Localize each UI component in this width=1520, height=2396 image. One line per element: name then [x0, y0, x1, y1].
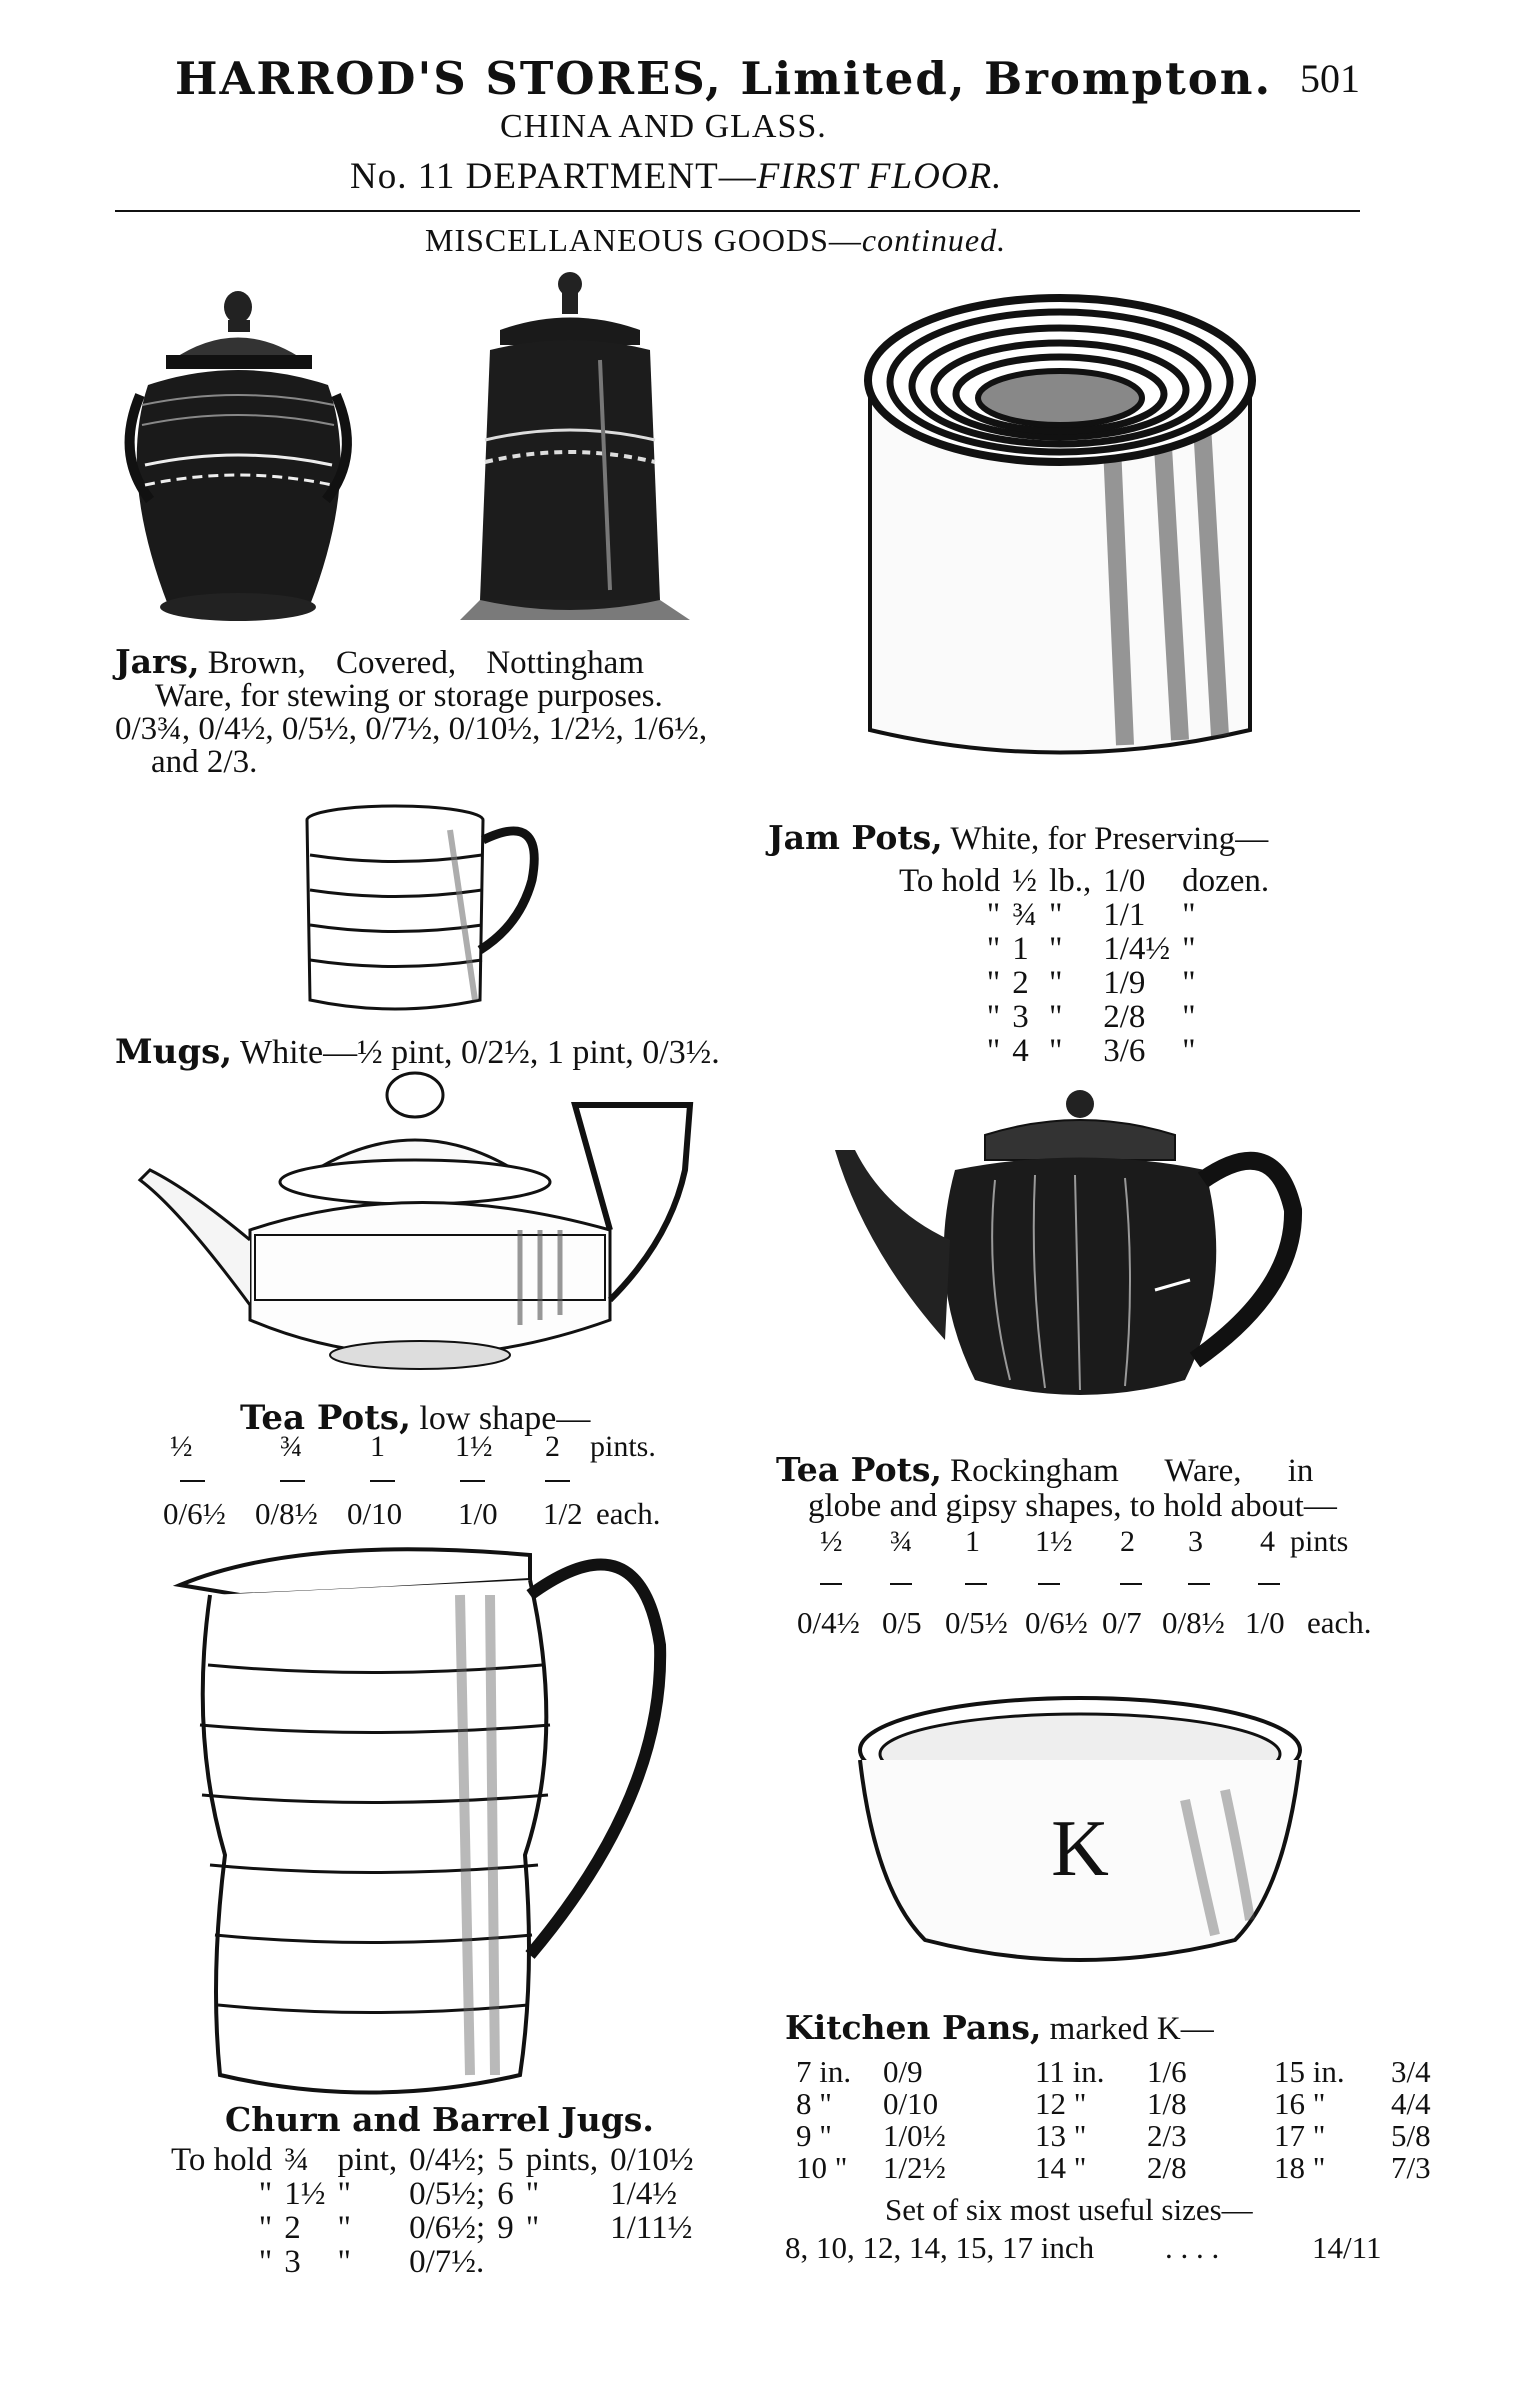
table-row: " ¾ " 1/1 " [986, 897, 1196, 933]
table-row: 7 in. 0/9 11 in. 1/6 15 in. 3/4 [796, 2054, 1431, 2089]
price-label: 0/8½ [255, 1496, 318, 1531]
table-row: " 1 " 1/4½ " [986, 931, 1196, 967]
table-row: " 2 " 0/6½; 9 " 1/11½ [258, 2210, 693, 2246]
jars-last-price: and 2/3. [151, 744, 258, 780]
size-unit: pints. [590, 1430, 656, 1463]
table-row: " 3 " 0/7½. [258, 2244, 485, 2280]
section-title: CHINA AND GLASS. [500, 108, 827, 145]
mug-icon [300, 800, 550, 1020]
size-label: 1½ [1035, 1525, 1073, 1558]
kitchen-pans-set-line: Set of six most useful sizes— [885, 2192, 1253, 2227]
mugs-prices: White—½ pint, 0/2½, 1 pint, 0/3½. [240, 1034, 720, 1071]
size-unit: pints [1290, 1525, 1349, 1558]
department-line [350, 155, 1002, 198]
storage-jar-icon [460, 270, 700, 640]
page-number: 501 [1300, 56, 1360, 101]
size-label: 2 [545, 1430, 560, 1463]
table-row: " 2 " 1/9 " [986, 965, 1196, 1001]
price-unit: each. [596, 1496, 661, 1531]
nested-jam-pots-icon [860, 290, 1260, 780]
jars-description [115, 642, 708, 780]
teapots-rockingham-description [776, 1452, 1337, 1524]
teapots-low-name: Tea Pots, [240, 1398, 411, 1438]
kitchen-pans-set-sizes: 8, 10, 12, 14, 15, 17 inch [785, 2230, 1095, 2265]
price-label: 0/6½ [163, 1496, 226, 1531]
size-label: ½ [820, 1525, 843, 1558]
table-row: 9 " 1/0½ 13 " 2/3 17 " 5/8 [796, 2118, 1431, 2153]
jam-pots-name: Jam Pots, [768, 818, 943, 857]
price-label: 0/4½ [797, 1605, 860, 1640]
jam-pots-price-table [893, 864, 1275, 1068]
jars-line1: Brown, Covered, Nottingham [207, 645, 644, 681]
kitchen-pans-set-dots: . . . . [1165, 2230, 1220, 2265]
price-label: 1/0 [458, 1496, 498, 1531]
jars-name: Jars, [115, 642, 200, 681]
covered-jar-icon [110, 285, 370, 635]
size-label: 1 [370, 1430, 385, 1463]
jars-prices: 0/3¾, 0/4½, 0/5½, 0/7½, 0/10½, 1/2½, 1/6½, [115, 711, 708, 747]
price-label: 0/10 [347, 1496, 403, 1531]
price-label: 1/2 [543, 1496, 583, 1531]
table-row: " 1½ " 0/5½; 6 " 1/4½ [258, 2176, 678, 2212]
table-row: 8 " 0/10 12 " 1/8 16 " 4/4 [796, 2086, 1431, 2121]
kitchen-pan-icon [855, 1690, 1305, 1970]
size-label: ¾ [890, 1525, 913, 1558]
subheading [425, 222, 1006, 259]
store-title: HARROD'S STORES, Limited, Brompton. [175, 52, 1273, 105]
mugs-name: Mugs, [115, 1032, 233, 1072]
size-label: ½ [170, 1430, 193, 1463]
size-label: 1 [965, 1525, 980, 1558]
kitchen-pans-set-price: 14/11 [1312, 2230, 1382, 2265]
table-row: " 4 " 3/6 " [986, 1033, 1196, 1069]
kitchen-pans-price-table [795, 2056, 1432, 2184]
table-row: " 3 " 2/8 " [986, 999, 1196, 1035]
subheading-text: MISCELLANEOUS GOODS— [425, 222, 862, 258]
teapots-rockingham-desc1: Rockingham Ware, in [950, 1453, 1314, 1489]
table-row: 10 " 1/2½ 14 " 2/8 18 " 7/3 [796, 2150, 1431, 2185]
rockingham-teapot-icon [835, 1090, 1305, 1410]
jugs-price-table [165, 2143, 700, 2279]
kitchen-pans-name: Kitchen Pans, [785, 2008, 1042, 2047]
price-label: 0/7 [1102, 1605, 1142, 1640]
price-label: 0/8½ [1162, 1605, 1225, 1640]
price-label: 0/5½ [945, 1605, 1008, 1640]
size-label: 4 [1260, 1525, 1275, 1558]
price-label: 1/0 [1245, 1605, 1285, 1640]
jars-line2: Ware, for stewing or storage purposes. [155, 678, 663, 714]
size-label: 3 [1188, 1525, 1203, 1558]
jam-pots-desc: White, for Preserving— [950, 821, 1269, 857]
size-label: 2 [1120, 1525, 1135, 1558]
low-teapot-icon [140, 1070, 700, 1400]
barrel-jug-icon [170, 1535, 670, 2105]
jam-pots-description [768, 818, 1268, 858]
size-label: 1½ [455, 1430, 493, 1463]
kitchen-pans-desc: marked K— [1049, 2011, 1214, 2047]
teapots-low-desc: low shape— [419, 1400, 591, 1437]
teapots-rockingham-name: Tea Pots, [776, 1450, 942, 1489]
mugs-description [115, 1032, 720, 1072]
price-unit: each. [1307, 1605, 1372, 1640]
subheading-continued: continued. [861, 222, 1007, 258]
price-label: 0/5 [882, 1605, 922, 1640]
table-row: To hold ¾ pint, 0/4½; 5 pints, 0/10½ [171, 2142, 694, 2178]
pan-mark: K [1051, 1805, 1109, 1893]
table-row: To hold ½ lb., 1/0 dozen. [899, 863, 1270, 899]
jugs-name: Churn and Barrel Jugs. [225, 2100, 654, 2139]
header-rule [115, 210, 1360, 212]
price-label: 0/6½ [1025, 1605, 1088, 1640]
department-floor: FIRST FLOOR. [756, 156, 1003, 197]
kitchen-pans-description [785, 2008, 1214, 2048]
size-label: ¾ [280, 1430, 303, 1463]
department-number: No. 11 DEPARTMENT— [350, 156, 757, 197]
teapots-rockingham-desc2: globe and gipsy shapes, to hold about— [808, 1488, 1337, 1524]
